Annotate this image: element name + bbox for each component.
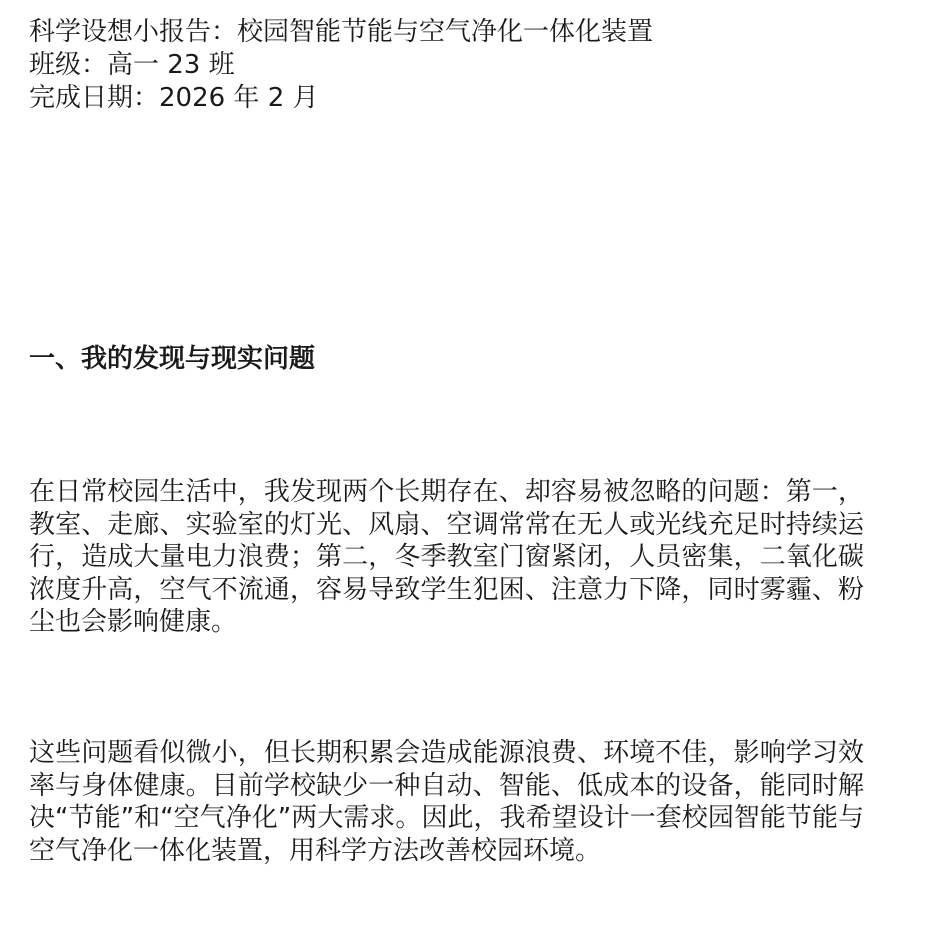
- class-line: 班级：高一 23 班: [29, 50, 235, 80]
- report-header: [29, 16, 864, 115]
- date-line: 完成日期：2026 年 2 月: [29, 83, 319, 113]
- report-title: 科学设想小报告：校园智能节能与空气净化一体化装置: [29, 17, 654, 47]
- paragraph-motivation: 这些问题看似微小，但长期积累会造成能源浪费、环境不佳，影响学习效率与身体健康。目前学校缺少一种自动、智能、低成本的设备，能同时解决“节能”和“空气净化”两大需求。因此，我希望设计一套校园智能节能与空气净化一体化装置，用科学方法改善校园环境。: [29, 738, 864, 866]
- section-heading: 一、我的发现与现实问题: [29, 344, 316, 374]
- paragraph-problems: 在日常校园生活中，我发现两个长期存在、却容易被忽略的问题：第一，教室、走廊、实验室的灯光、风扇、空调常常在无人或光线充足时持续运行，造成大量电力浪费；第二，冬季教室门窗紧闭，人员密集，二氧化碳浓度升高，空气不流通，容易导致学生犯困、注意力下降，同时雾霾、粉尘也会影响健康。: [29, 477, 864, 637]
